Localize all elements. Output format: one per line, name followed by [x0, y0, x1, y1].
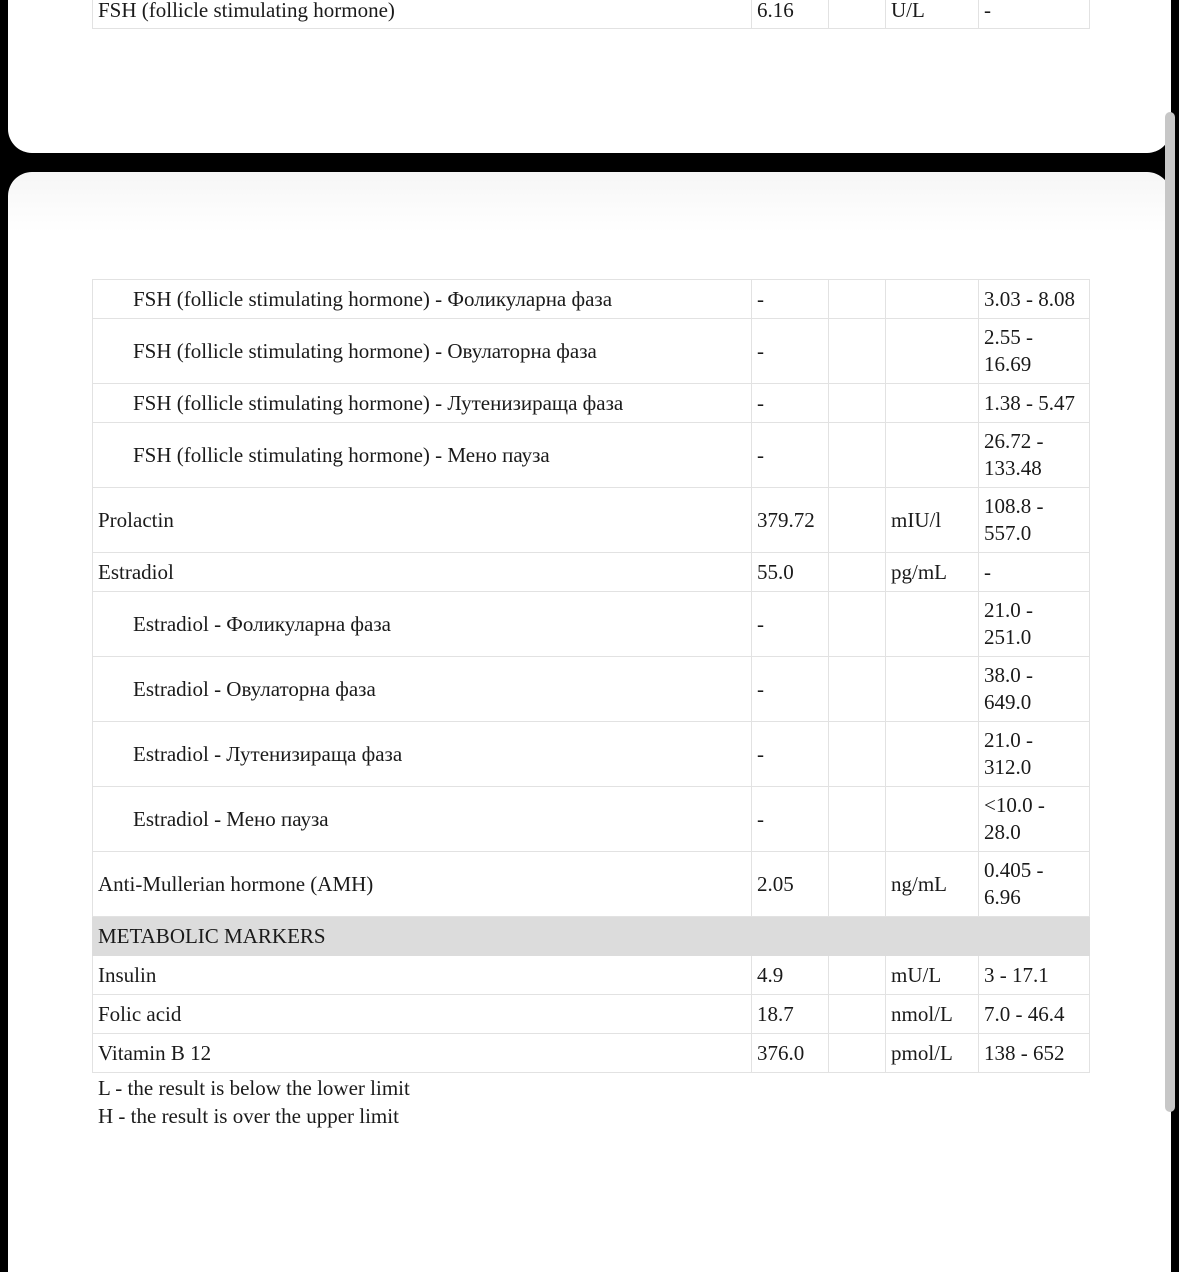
test-unit	[886, 423, 979, 488]
table-row	[93, 384, 1090, 423]
test-name: FSH (follicle stimulating hormone) - Фоликуларна фаза	[93, 280, 752, 319]
test-reference: 21.0 - 312.0	[979, 722, 1090, 787]
test-reference: 26.72 - 133.48	[979, 423, 1090, 488]
test-result: 18.7	[752, 995, 829, 1034]
legend-notes	[98, 1074, 410, 1130]
test-name: FSH (follicle stimulating hormone) - Мено пауза	[93, 423, 752, 488]
test-flag	[829, 423, 886, 488]
test-name: Folic acid	[93, 995, 752, 1034]
table-row	[93, 553, 1090, 592]
table-row	[93, 0, 1090, 29]
test-name: Estradiol - Мено пауза	[93, 787, 752, 852]
test-reference: <10.0 - 28.0	[979, 787, 1090, 852]
table-row	[93, 319, 1090, 384]
test-reference: 3.03 - 8.08	[979, 280, 1090, 319]
test-name: Estradiol - Овулаторна фаза	[93, 657, 752, 722]
table-row	[93, 488, 1090, 553]
test-flag	[829, 852, 886, 917]
table-row	[93, 995, 1090, 1034]
previous-results-table	[92, 0, 1090, 29]
test-flag	[829, 1034, 886, 1073]
test-reference: -	[979, 553, 1090, 592]
test-flag	[829, 592, 886, 657]
test-flag	[829, 384, 886, 423]
test-flag	[829, 319, 886, 384]
test-flag	[829, 0, 886, 29]
test-name: FSH (follicle stimulating hormone) - Овулаторна фаза	[93, 319, 752, 384]
test-result: -	[752, 592, 829, 657]
test-result: -	[752, 280, 829, 319]
table-row	[93, 423, 1090, 488]
test-unit: ng/mL	[886, 852, 979, 917]
table-row	[93, 852, 1090, 917]
test-result: -	[752, 722, 829, 787]
test-flag	[829, 722, 886, 787]
test-result: -	[752, 423, 829, 488]
test-result: 4.9	[752, 956, 829, 995]
test-flag	[829, 956, 886, 995]
test-unit: U/L	[886, 0, 979, 29]
test-unit: pg/mL	[886, 553, 979, 592]
section-header-row	[93, 917, 1090, 956]
lab-results-card	[8, 172, 1171, 1272]
previous-results-card	[8, 0, 1171, 153]
test-name: Insulin	[93, 956, 752, 995]
table-row	[93, 1034, 1090, 1073]
legend-low-note: L - the result is below the lower limit	[98, 1076, 410, 1100]
table-row	[93, 657, 1090, 722]
test-unit	[886, 722, 979, 787]
test-reference: 7.0 - 46.4	[979, 995, 1090, 1034]
test-unit	[886, 384, 979, 423]
test-name: FSH (follicle stimulating hormone)	[93, 0, 752, 29]
test-unit	[886, 787, 979, 852]
test-result: 2.05	[752, 852, 829, 917]
test-reference: 3 - 17.1	[979, 956, 1090, 995]
test-flag	[829, 787, 886, 852]
table-row	[93, 592, 1090, 657]
test-flag	[829, 488, 886, 553]
table-row	[93, 722, 1090, 787]
test-name: Estradiol - Фоликуларна фаза	[93, 592, 752, 657]
scrollbar[interactable]	[1165, 112, 1175, 1112]
test-result: 6.16	[752, 0, 829, 29]
test-name: Prolactin	[93, 488, 752, 553]
test-result: -	[752, 319, 829, 384]
test-unit: mIU/l	[886, 488, 979, 553]
test-flag	[829, 995, 886, 1034]
test-unit	[886, 319, 979, 384]
test-reference: -	[979, 0, 1090, 29]
test-name: Estradiol	[93, 553, 752, 592]
lab-results-table	[92, 279, 1090, 1073]
test-result: 379.72	[752, 488, 829, 553]
test-unit	[886, 657, 979, 722]
table-row	[93, 956, 1090, 995]
test-reference: 2.55 - 16.69	[979, 319, 1090, 384]
test-result: -	[752, 787, 829, 852]
test-reference: 138 - 652	[979, 1034, 1090, 1073]
test-unit	[886, 592, 979, 657]
legend-high-note: H - the result is over the upper limit	[98, 1104, 399, 1128]
test-name: Vitamin B 12	[93, 1034, 752, 1073]
test-reference: 0.405 - 6.96	[979, 852, 1090, 917]
table-row	[93, 280, 1090, 319]
test-flag	[829, 280, 886, 319]
test-result: -	[752, 657, 829, 722]
test-unit: mU/L	[886, 956, 979, 995]
test-result: -	[752, 384, 829, 423]
test-unit	[886, 280, 979, 319]
test-name: Estradiol - Лутенизираща фаза	[93, 722, 752, 787]
test-unit: nmol/L	[886, 995, 979, 1034]
test-reference: 1.38 - 5.47	[979, 384, 1090, 423]
test-reference: 21.0 - 251.0	[979, 592, 1090, 657]
test-reference: 108.8 - 557.0	[979, 488, 1090, 553]
test-result: 376.0	[752, 1034, 829, 1073]
test-result: 55.0	[752, 553, 829, 592]
test-flag	[829, 657, 886, 722]
test-flag	[829, 553, 886, 592]
test-name: FSH (follicle stimulating hormone) - Лутенизираща фаза	[93, 384, 752, 423]
table-row	[93, 787, 1090, 852]
section-title: METABOLIC MARKERS	[93, 917, 1090, 956]
test-reference: 38.0 - 649.0	[979, 657, 1090, 722]
test-unit: pmol/L	[886, 1034, 979, 1073]
test-name: Anti-Mullerian hormone (AMH)	[93, 852, 752, 917]
